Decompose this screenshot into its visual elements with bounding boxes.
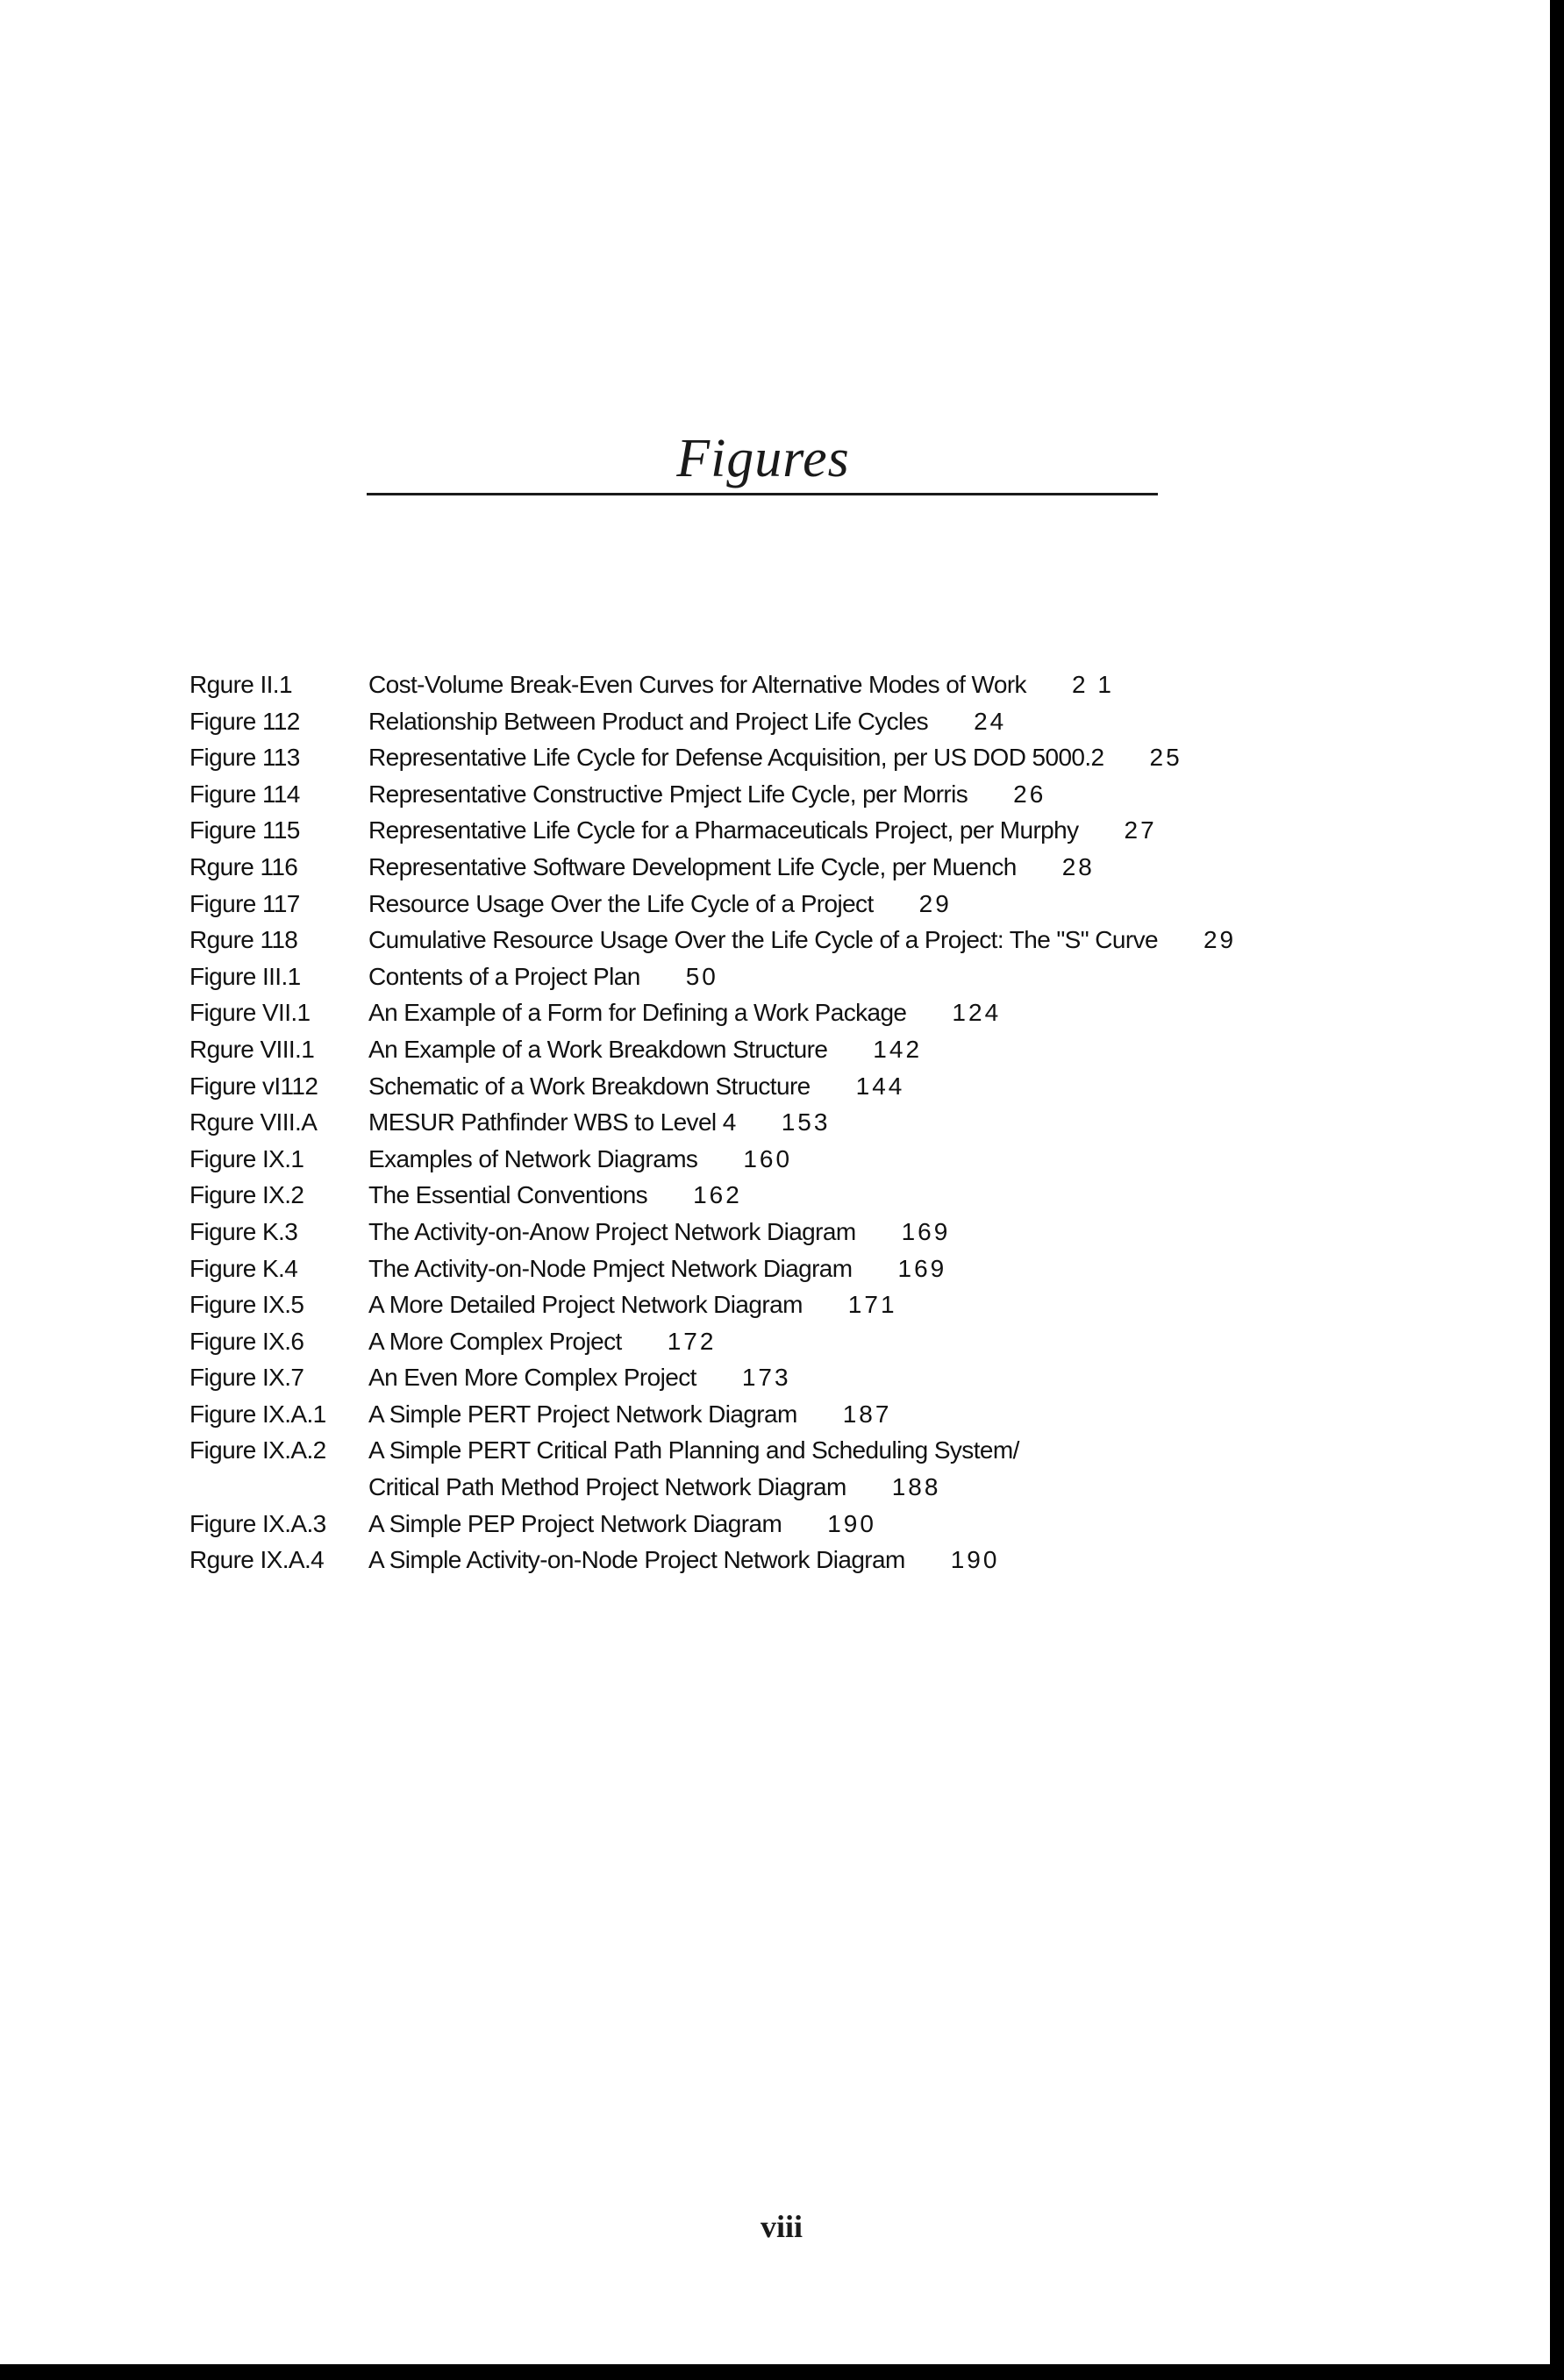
figure-page-number: 187 <box>842 1400 892 1428</box>
figure-entry <box>189 922 1277 958</box>
figure-title: A More Detailed Project Network Diagram <box>368 1291 803 1319</box>
figure-entry <box>189 1323 1277 1360</box>
figure-page-number: 188 <box>891 1473 941 1501</box>
figure-page-number: 24 <box>974 707 1007 735</box>
figure-label: Figure III.1 <box>189 962 301 990</box>
scan-right-border <box>1550 0 1564 2380</box>
figure-title: A Simple PEP Project Network Diagram <box>368 1509 782 1537</box>
figure-page-number: 190 <box>827 1509 876 1537</box>
figure-label: Rgure VIII.1 <box>189 1035 315 1063</box>
figure-page-number: 29 <box>1203 926 1237 954</box>
figure-label: Figure K.3 <box>189 1217 298 1245</box>
figure-page-number: 169 <box>897 1254 947 1282</box>
page-number: viii <box>760 2209 803 2244</box>
figure-label: Figure IX.7 <box>189 1364 304 1392</box>
figure-title: An Example of a Form for Defining a Work Package <box>368 999 907 1027</box>
figure-title: An Even More Complex Project <box>368 1364 696 1392</box>
figure-title: Critical Path Method Project Network Diagram <box>368 1473 846 1501</box>
figure-label: Rgure IX.A.4 <box>189 1546 325 1574</box>
figure-label: Rgure VIII.A <box>189 1108 318 1137</box>
figure-label: Figure 117 <box>189 889 300 917</box>
figure-entry <box>189 666 1277 703</box>
figure-title: The Activity-on-Node Pmject Network Diagram <box>368 1254 853 1282</box>
scan-bottom-border <box>0 2364 1564 2380</box>
figure-entry <box>189 1068 1277 1105</box>
figure-label: Figure IX.6 <box>189 1327 304 1355</box>
figure-label: Figure 114 <box>189 780 300 808</box>
figure-title: Representative Life Cycle for Defense Acquisition, per US DOD 5000.2 <box>368 744 1104 772</box>
figure-title: Relationship Between Product and Project Life Cycles <box>368 707 929 735</box>
figure-page-number: 162 <box>693 1181 742 1209</box>
figure-page-number: 124 <box>952 999 1002 1027</box>
figure-page-number: 27 <box>1124 816 1157 844</box>
figure-title: A Simple PERT Critical Path Planning and Scheduling System/ <box>368 1436 1019 1464</box>
figure-title: Examples of Network Diagrams <box>368 1144 698 1172</box>
figure-entry <box>189 849 1277 886</box>
figure-page-number: 153 <box>781 1108 831 1137</box>
figure-page-number: 169 <box>901 1217 951 1245</box>
figure-entry <box>189 1031 1277 1068</box>
figure-entry <box>189 1214 1277 1251</box>
figure-entry <box>189 1286 1277 1323</box>
figure-title: The Activity-on-Anow Project Network Diagram <box>368 1217 856 1245</box>
figure-label: Figure IX.2 <box>189 1181 304 1209</box>
figure-entry <box>189 812 1277 849</box>
figure-entry <box>189 1396 1277 1433</box>
figure-label: Figure IX.A.3 <box>189 1509 326 1537</box>
figure-entry <box>189 1251 1277 1287</box>
figure-label: Figure IX.1 <box>189 1144 304 1172</box>
figure-label: Figure 113 <box>189 744 300 772</box>
figure-page-number: 142 <box>873 1035 923 1063</box>
figure-title: Representative Life Cycle for a Pharmaceuticals Project, per Murphy <box>368 816 1079 844</box>
figure-label: Figure K.4 <box>189 1254 298 1282</box>
figure-title: MESUR Pathfinder WBS to Level 4 <box>368 1108 736 1137</box>
figure-title: A Simple Activity-on-Node Project Network Diagram <box>368 1546 905 1574</box>
figure-entry <box>189 703 1277 740</box>
figure-entry <box>189 1141 1277 1178</box>
figure-title: Schematic of a Work Breakdown Structure <box>368 1072 811 1100</box>
figure-label: Figure IX.A.1 <box>189 1400 326 1428</box>
figure-page-number: 28 <box>1061 852 1095 880</box>
figure-title: Cost-Volume Break-Even Curves for Alternative Modes of Work <box>368 671 1026 698</box>
figure-label: Figure 112 <box>189 707 300 735</box>
figure-title: The Essential Conventions <box>368 1181 648 1209</box>
figure-page-number: 26 <box>1013 780 1046 808</box>
figure-label: Figure VII.1 <box>189 999 311 1027</box>
figure-entry <box>189 739 1277 776</box>
figure-entry <box>189 1506 1277 1543</box>
figure-entry <box>189 958 1277 995</box>
figure-page-number: 171 <box>847 1291 897 1319</box>
figure-page-number: 2 1 <box>1071 671 1114 698</box>
figure-title: Resource Usage Over the Life Cycle of a Project <box>368 889 874 917</box>
figure-page-number: 29 <box>918 889 952 917</box>
figure-page-number: 50 <box>685 962 718 990</box>
figure-entry <box>189 1542 1277 1578</box>
figure-entry <box>189 1469 1277 1506</box>
figure-label: Figure vI112 <box>189 1072 318 1100</box>
figure-title: A Simple PERT Project Network Diagram <box>368 1400 797 1428</box>
figure-page-number: 173 <box>741 1364 791 1392</box>
figure-entry <box>189 776 1277 813</box>
page-title: Figures <box>676 429 850 488</box>
figure-page-number: 25 <box>1149 744 1182 772</box>
figure-label: Rgure II.1 <box>189 671 292 698</box>
figure-label: Rgure 118 <box>189 926 298 954</box>
figure-page-number: 190 <box>950 1546 1000 1574</box>
figure-title: Cumulative Resource Usage Over the Life Cycle of a Project: The "S" Curve <box>368 926 1158 954</box>
figure-label: Figure 115 <box>189 816 300 844</box>
figure-entry <box>189 1359 1277 1396</box>
title-underline <box>367 493 1158 495</box>
figure-entry <box>189 1432 1277 1469</box>
figure-label: Figure IX.A.2 <box>189 1436 326 1464</box>
figure-title: An Example of a Work Breakdown Structure <box>368 1035 828 1063</box>
figure-page-number: 160 <box>743 1144 793 1172</box>
figure-title: Representative Constructive Pmject Life Cycle, per Morris <box>368 780 968 808</box>
figure-title: Contents of a Project Plan <box>368 962 640 990</box>
figures-list <box>189 666 1277 1578</box>
figure-entry <box>189 1177 1277 1214</box>
figure-entry <box>189 1104 1277 1141</box>
figure-label: Figure IX.5 <box>189 1291 304 1319</box>
figure-entry <box>189 886 1277 923</box>
figure-title: A More Complex Project <box>368 1327 622 1355</box>
figure-entry <box>189 994 1277 1031</box>
figure-title: Representative Software Development Life Cycle, per Muench <box>368 852 1017 880</box>
figure-label: Rgure 116 <box>189 852 298 880</box>
figure-page-number: 144 <box>855 1072 905 1100</box>
figure-page-number: 172 <box>667 1327 717 1355</box>
